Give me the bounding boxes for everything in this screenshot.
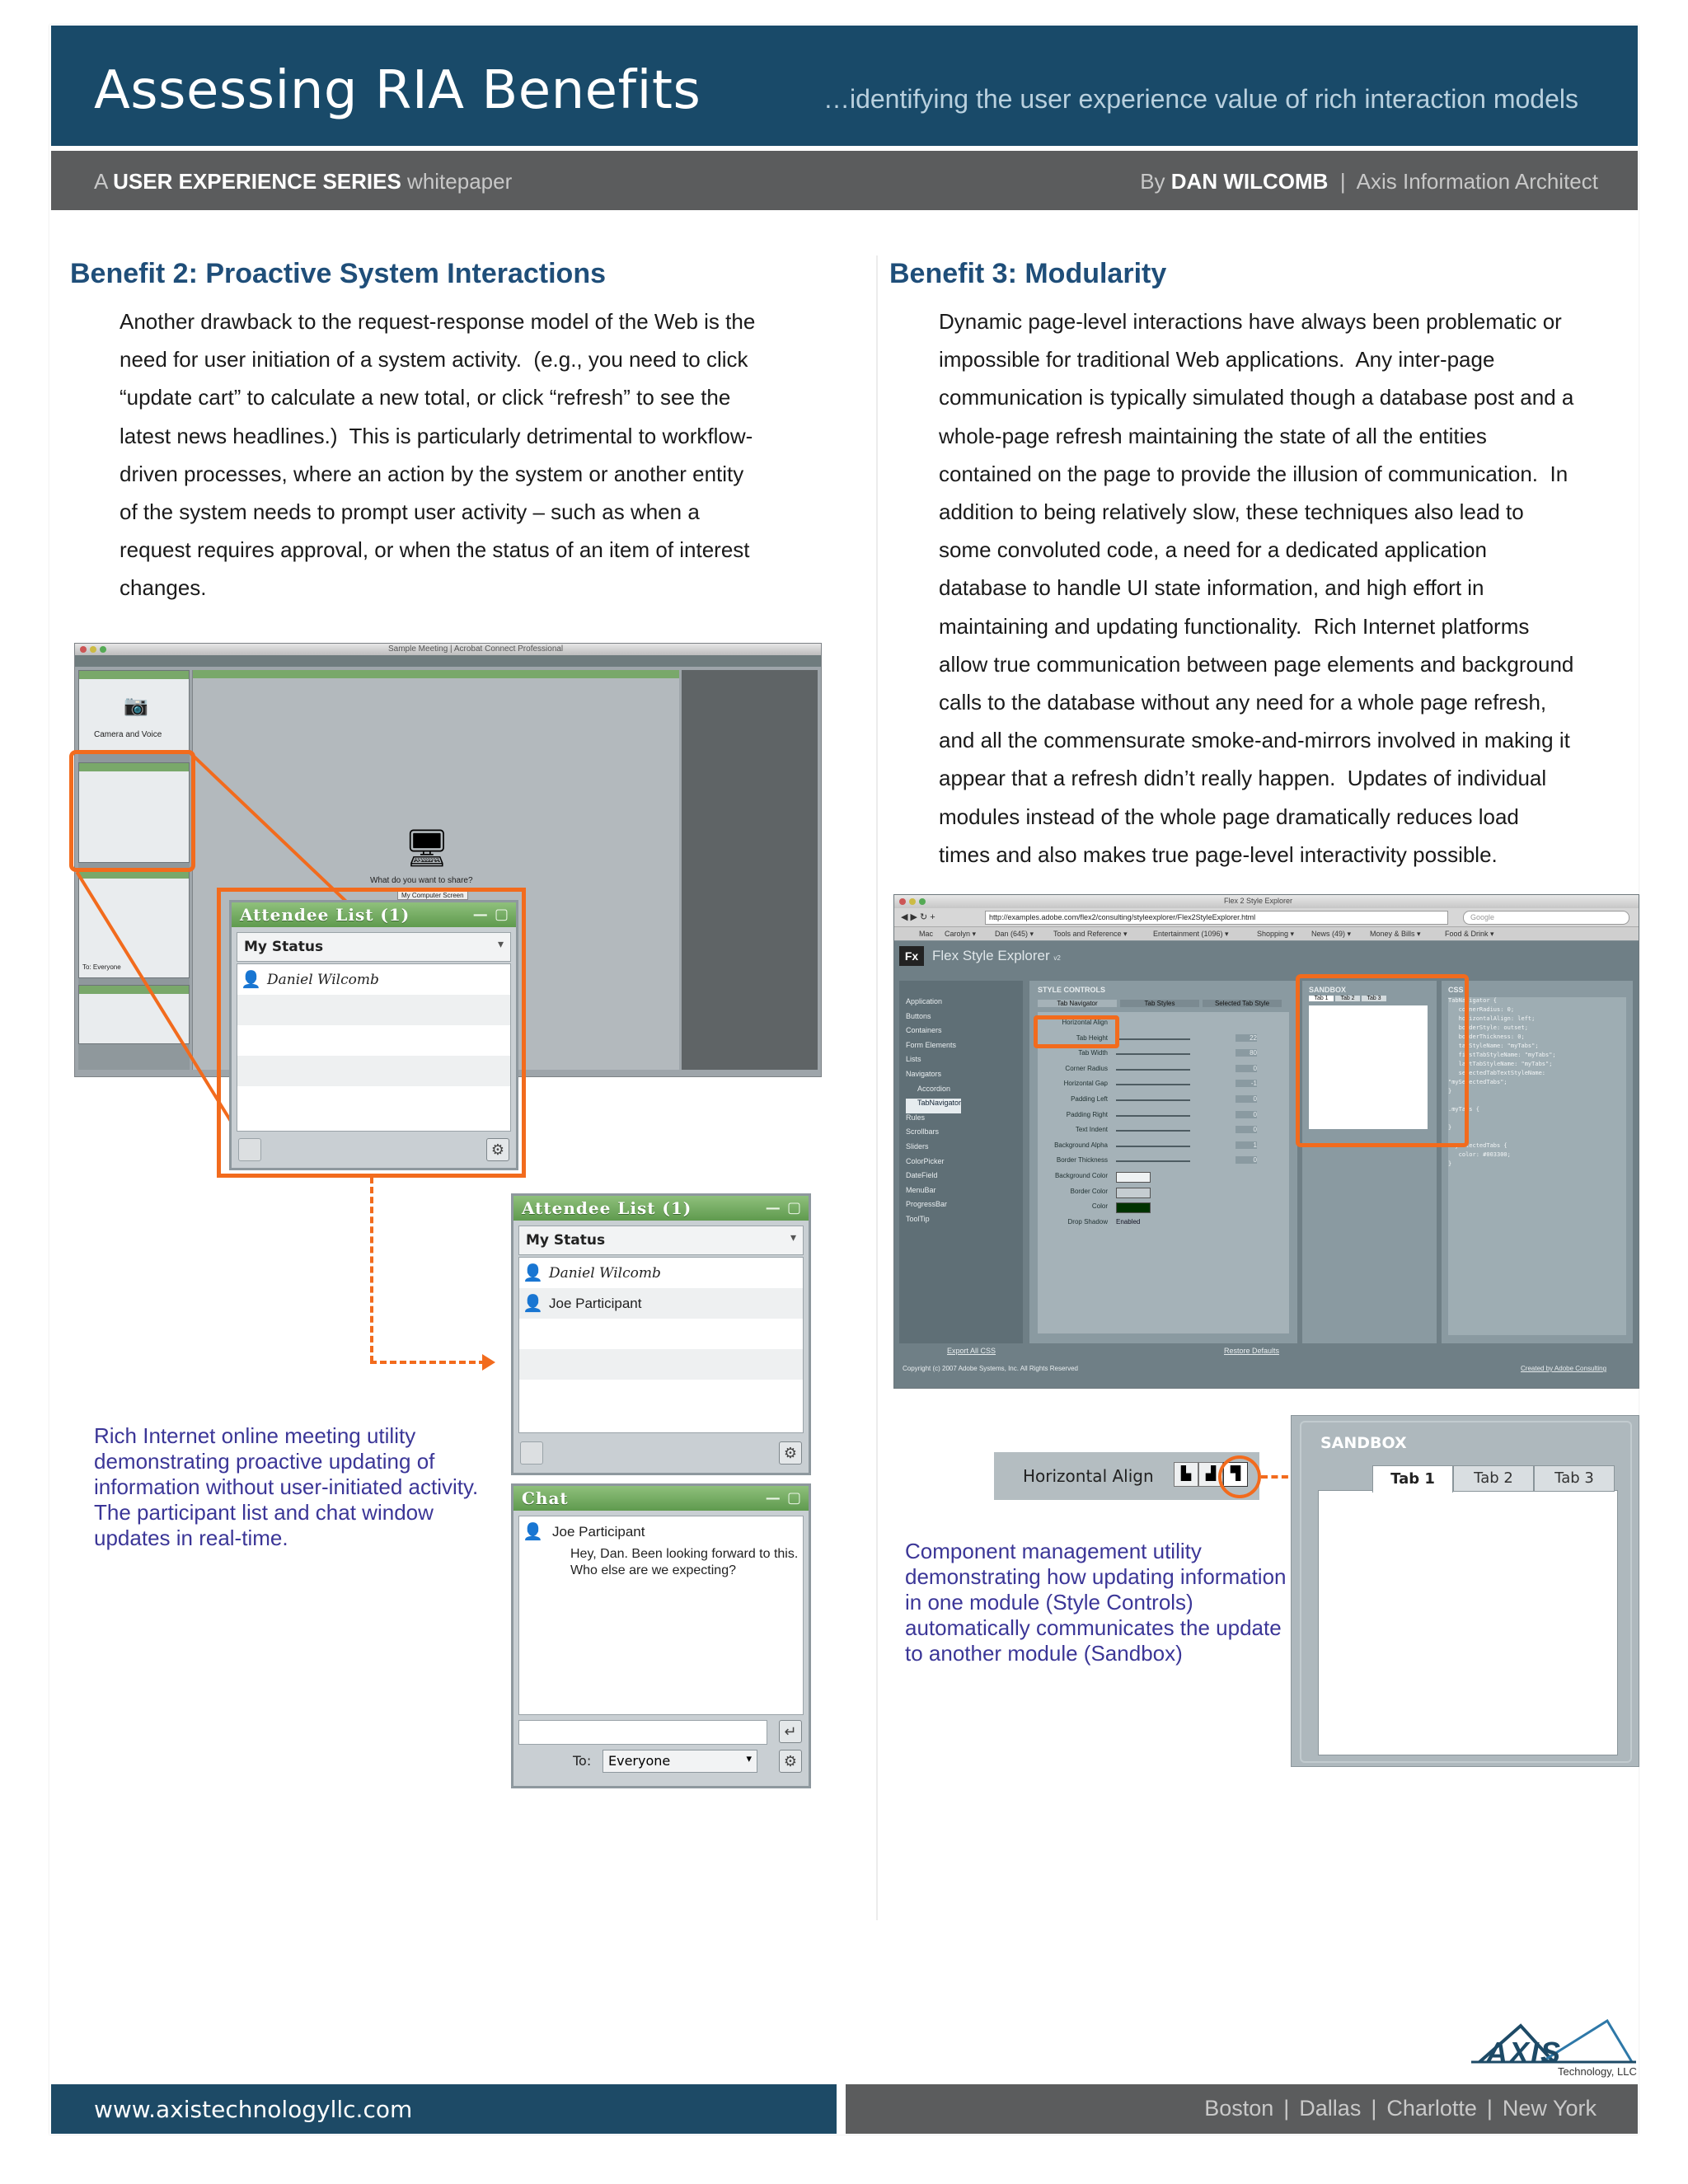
chat-title: Chat xyxy=(522,1488,569,1508)
paragraph-line: modules instead of the whole page dramatically reduces load xyxy=(939,804,1519,829)
window-titlebar: Flex 2 Style Explorer xyxy=(894,895,1639,908)
attendee-rows xyxy=(518,1257,804,1433)
tree-item[interactable]: Containers xyxy=(906,1026,942,1035)
zoom-dot-icon xyxy=(919,898,926,905)
chat-panel: Chat — ▢ 👤 Joe Participant Hey, Dan. Been looking forward to this. Who else are we expecting? ↵ To: Everyone ▾ ⚙ xyxy=(511,1483,811,1788)
paragraph-line: Another drawback to the request-response model of the Web is the xyxy=(120,309,756,334)
css-line: } xyxy=(1448,1124,1452,1131)
camera-pod: 📷 Camera and Voice xyxy=(78,670,190,754)
css-line: } xyxy=(1448,1088,1452,1094)
footer-website-bar xyxy=(51,2084,837,2134)
color-swatch[interactable] xyxy=(1116,1188,1151,1198)
sandbox-panel: SANDBOX Tab 1 Tab 2 Tab 3 xyxy=(1302,981,1437,1343)
control-label: Tab Height xyxy=(1076,1033,1108,1042)
benefit2-body xyxy=(120,302,755,607)
participant-user-icon: 👤 xyxy=(523,1295,543,1313)
slider[interactable] xyxy=(1116,1038,1190,1040)
tree-item[interactable]: Application xyxy=(906,997,943,1005)
attendee-list-zoom xyxy=(229,900,518,1170)
attendee-rows xyxy=(237,963,511,1132)
flex-logo-icon: Fx xyxy=(899,946,924,966)
css-line: borderStyle: outset; xyxy=(1448,1024,1528,1031)
pod-footer-button[interactable] xyxy=(520,1441,543,1465)
css-line: borderThickness: 0; xyxy=(1448,1033,1525,1040)
sandbox-zoom: SANDBOX Tab 1 Tab 2 Tab 3 xyxy=(1291,1415,1639,1767)
highlight-circle xyxy=(1218,1455,1261,1498)
menu-bar xyxy=(75,655,821,667)
control-label: Tab Width xyxy=(1078,1049,1108,1057)
highlight-horizontal-align xyxy=(1034,1015,1119,1048)
host-user-icon: 👤 xyxy=(241,971,261,989)
paragraph-line: times and also makes true page-level interactivity possible. xyxy=(939,841,1498,867)
paragraph-line: of the system needs to prompt user activity – such as when a xyxy=(120,499,700,525)
dashed-arrow-horizontal xyxy=(370,1361,485,1364)
paragraph-line: maintaining and updating functionality. Rich Internet platforms xyxy=(939,613,1530,639)
notes-pod-small: To: Everyone xyxy=(78,869,190,978)
benefit2-heading: Benefit 2: Proactive System Interactions xyxy=(70,258,607,289)
slider[interactable] xyxy=(1116,1084,1190,1085)
tree-item[interactable]: ToolTip xyxy=(906,1214,930,1223)
tab-1[interactable]: Tab 1 xyxy=(1372,1465,1453,1493)
control-value[interactable]: 22 xyxy=(1236,1034,1257,1042)
camera-icon: 📷 xyxy=(124,695,148,717)
author-line: By DAN WILCOMB | Axis Information Architect xyxy=(1140,169,1598,194)
bookmark-item[interactable]: Carolyn ▾ xyxy=(945,930,977,938)
tree-item[interactable]: Form Elements xyxy=(906,1040,957,1049)
horizontal-align-zoom: Horizontal Align ▙ ▟ ▜ xyxy=(994,1452,1259,1500)
tree-item[interactable]: Buttons xyxy=(906,1011,931,1020)
sandbox-content xyxy=(1318,1490,1618,1755)
gear-icon[interactable]: ⚙ xyxy=(779,1750,802,1773)
control-label: Padding Left xyxy=(1071,1095,1108,1103)
css-line: lastTabStyleName: "myTabs"; xyxy=(1448,1061,1553,1067)
sandbox-tab[interactable]: Tab 3 xyxy=(1362,996,1386,1001)
gear-icon[interactable]: ⚙ xyxy=(779,1441,802,1465)
control-label: Border Color xyxy=(1070,1187,1108,1195)
css-line xyxy=(1448,1133,1626,1142)
css-line: tabStyleName: "myTabs"; xyxy=(1448,1043,1539,1049)
style-tab[interactable]: Tab Styles xyxy=(1120,1000,1199,1007)
benefit3-body xyxy=(939,302,1573,874)
paragraph-line: latest news headlines.) This is particularly detrimental to workflow- xyxy=(120,423,753,448)
control-label: Background Color xyxy=(1054,1172,1108,1179)
city-separator: | xyxy=(1283,2096,1290,2121)
css-line: selectedTabTextStyleName: xyxy=(1448,1070,1546,1076)
paragraph-line: request requires approval, or when the status of an item of interest xyxy=(120,537,750,563)
chevron-down-icon: ▾ xyxy=(746,1753,752,1765)
paragraph-line: calls to the database without any need for a whole page refresh, xyxy=(939,690,1547,715)
chat-log xyxy=(518,1516,804,1715)
control-value[interactable]: 0 xyxy=(1236,1065,1257,1072)
tree-item[interactable]: Lists xyxy=(906,1055,921,1064)
search-input[interactable]: Google xyxy=(1463,911,1629,925)
control-label: Drop Shadow xyxy=(1067,1217,1108,1226)
city-name: Dallas xyxy=(1299,2096,1362,2121)
slider[interactable] xyxy=(1116,1146,1190,1147)
footer-cities-bar xyxy=(846,2084,1638,2134)
chevron-down-icon: ▾ xyxy=(497,938,504,951)
align-right-icon[interactable]: ▜ xyxy=(1223,1462,1248,1487)
css-line: firstTabStyleName: "myTabs"; xyxy=(1448,1052,1556,1058)
my-status-dropdown[interactable]: My Status ▾ xyxy=(237,932,511,962)
gear-icon[interactable]: ⚙ xyxy=(486,1138,509,1161)
css-line: TabNavigator { xyxy=(1448,997,1498,1004)
css-line: .myTabs { xyxy=(1448,1106,1479,1113)
my-status-dropdown[interactable]: My Status ▾ xyxy=(518,1226,804,1255)
control-value[interactable]: 0 xyxy=(1236,1111,1257,1118)
paragraph-line: allow true communication between page elements and background xyxy=(939,651,1574,677)
paragraph-line: need for user initiation of a system activity. (e.g., you need to click xyxy=(120,347,748,373)
paragraph-line: Dynamic page-level interactions have always been problematic or xyxy=(939,309,1562,334)
sandbox-tab[interactable]: Tab 2 xyxy=(1335,996,1360,1001)
tab-3[interactable]: Tab 3 xyxy=(1534,1465,1615,1492)
minimize-dot-icon xyxy=(90,646,96,653)
export-css-link[interactable]: Export All CSS xyxy=(947,1347,996,1355)
attendee-list-updated xyxy=(511,1193,811,1475)
city-separator: | xyxy=(1486,2096,1493,2121)
tree-item[interactable]: Navigators xyxy=(906,1069,942,1078)
benefit3-heading: Benefit 3: Modularity xyxy=(889,258,1167,289)
css-line xyxy=(1448,1097,1626,1106)
paragraph-line: communication is typically simulated though a database post and a xyxy=(939,385,1574,410)
control-label: Color xyxy=(1091,1202,1108,1211)
pod-window-controls[interactable]: — ▢ xyxy=(765,1489,802,1507)
pod-window-controls[interactable]: — ▢ xyxy=(472,906,509,923)
website-link[interactable]: www.axistechnologyllc.com xyxy=(94,2096,413,2123)
paragraph-line: and all the commensurate smoke-and-mirrors involved in making it xyxy=(939,728,1570,753)
control-value[interactable]: 0 xyxy=(1236,1095,1257,1103)
control-label: Horizontal Gap xyxy=(1063,1080,1108,1088)
bookmark-item[interactable]: Tools and Reference ▾ xyxy=(1053,930,1128,938)
component-tree xyxy=(899,981,1023,1343)
color-swatch[interactable] xyxy=(1116,1172,1151,1183)
list-item[interactable]: 👤 Daniel Wilcomb xyxy=(523,1264,661,1282)
slider[interactable] xyxy=(1116,1160,1190,1162)
city-name: Boston xyxy=(1204,2096,1274,2121)
bookmark-item[interactable]: Shopping ▾ xyxy=(1257,930,1295,938)
tab-2[interactable]: Tab 2 xyxy=(1453,1465,1534,1492)
highlight-small-attendee xyxy=(69,750,195,872)
tree-item[interactable]: MenuBar xyxy=(906,1185,936,1194)
chat-input[interactable] xyxy=(518,1720,767,1745)
bookmarks-bar xyxy=(894,927,1639,940)
browser-toolbar xyxy=(894,908,1639,927)
chat-message: Hey, Dan. Been looking forward to this. Who else are we expecting? xyxy=(570,1547,799,1577)
author-role: Axis Information Architect xyxy=(1356,169,1598,194)
page-title: Assessing RIA Benefits xyxy=(94,60,701,121)
axis-logo xyxy=(1463,2014,1640,2080)
paragraph-line: changes. xyxy=(120,575,207,601)
paragraph-line: database to handle UI state information, and high effort in xyxy=(939,575,1484,601)
sandbox-tab[interactable]: Tab 1 xyxy=(1309,996,1334,1001)
share-screen-icon: 🖥 xyxy=(404,828,450,869)
series-band xyxy=(51,151,1638,210)
tree-item[interactable]: ProgressBar xyxy=(906,1200,948,1209)
send-icon[interactable]: ↵ xyxy=(779,1720,802,1743)
drop-shadow-checkbox[interactable]: Enabled xyxy=(1116,1217,1141,1226)
close-dot-icon xyxy=(899,898,906,905)
flex-app: Fx Flex Style Explorer v2 Application Buttons Containers Form Elements Lists Navigators Accordion TabNavigator Rules Scrollbars Sliders ColorPicker DateField MenuBar ProgressBar ToolTip STYLE CONTROLS Tab Navigator Tab Styles Selected Tab Style Horizontal Align Tab Height 22 Tab Width 80 Corner Radius 0 Horizontal Gap -1 Padding Left 0 Padding Right 0 Text Indent 0 Background Alpha 1 Border Thickness 0 Background Color Border Color Color Drop Shadow Enabled SANDBOX Tab 1 Tab 2 Tab 3 CSS TabNavigator { cornerRadius: 0; horizontalAlign: left; borderStyle: outset; borderThickness: 0; tabStyleName: "myTabs"; firstTabStyleName: "myTabs"; lastTabStyleName: "myTabs"; selectedTabTextStyleName: "mySelectedTabs"; } .myTabs { } .mySelectedTabs { color: #003300; } Export All CSS Restore Defaults Copyright (c) 2007 Adobe Systems, Inc. All Rights Reserved Created by Adobe Consulting xyxy=(894,941,1639,1388)
slider[interactable] xyxy=(1116,1069,1190,1071)
color-swatch[interactable] xyxy=(1116,1202,1151,1213)
align-center-icon[interactable]: ▟ xyxy=(1198,1462,1223,1487)
tree-item[interactable]: DateField xyxy=(906,1171,938,1180)
style-explorer-screenshot xyxy=(893,894,1639,1389)
css-line: } xyxy=(1448,1160,1452,1167)
control-value[interactable]: -1 xyxy=(1236,1080,1257,1087)
style-controls-panel: STYLE CONTROLS Tab Navigator Tab Styles Selected Tab Style Horizontal Align Tab Height 22 Tab Width 80 Corner Radius 0 Horizontal Gap -1 Padding Left 0 Padding Right 0 Text Indent 0 Background Alpha 1 Border Thickness 0 Background Color Border Color Color Drop Shadow Enabled xyxy=(1029,981,1297,1343)
paragraph-line: some convoluted code, a need for a dedicated application xyxy=(939,537,1487,563)
arrow-head-icon xyxy=(482,1354,495,1371)
modularity-caption: Component management utility demonstrating how updating information in one module (Style Controls) automatically communicates the update to another module (Sandbox) xyxy=(905,1539,1287,1666)
author-name: DAN WILCOMB xyxy=(1170,169,1329,194)
attendee-list-title: Attendee List (1) xyxy=(522,1198,692,1218)
city-name: New York xyxy=(1502,2096,1597,2121)
attendee-list-title: Attendee List (1) xyxy=(240,905,410,925)
paragraph-line: impossible for traditional Web applications. Any inter-page xyxy=(939,347,1495,373)
control-label: Background Alpha xyxy=(1054,1141,1108,1149)
highlight-sandbox xyxy=(1296,974,1469,1147)
slider[interactable] xyxy=(1116,1099,1190,1101)
control-value[interactable]: 1 xyxy=(1236,1141,1257,1149)
dashed-arrow-vertical xyxy=(370,1177,373,1362)
city-name: Charlotte xyxy=(1386,2096,1477,2121)
style-tab[interactable]: Selected Tab Style xyxy=(1203,1000,1282,1007)
host-user-icon: 👤 xyxy=(523,1264,543,1282)
bookmark-item[interactable]: Money & Bills ▾ xyxy=(1370,930,1421,938)
paragraph-line: contained on the page to provide the illusion of communication. In xyxy=(939,461,1568,486)
minimize-dot-icon xyxy=(909,898,916,905)
css-line: cornerRadius: 0; xyxy=(1448,1006,1515,1013)
control-value[interactable]: 0 xyxy=(1236,1156,1257,1164)
bookmark-item[interactable]: Food & Drink ▾ xyxy=(1445,930,1494,938)
tree-item[interactable]: Rules xyxy=(906,1113,926,1122)
paragraph-line: “update cart” to calculate a new total, or click “refresh” to see the xyxy=(120,385,731,410)
slider[interactable] xyxy=(1116,1130,1190,1132)
column-divider xyxy=(876,255,878,1920)
bookmark-item[interactable]: Entertainment (1096) ▾ xyxy=(1153,930,1229,938)
tree-item[interactable]: TabNavigator xyxy=(906,1099,961,1113)
control-value[interactable]: 80 xyxy=(1236,1049,1257,1057)
logo-subtitle: Technology, LLC xyxy=(1558,2065,1637,2078)
control-label: Border Thickness xyxy=(1056,1156,1108,1165)
dark-stage xyxy=(682,670,818,1070)
control-label: Text Indent xyxy=(1075,1126,1108,1134)
city-separator: | xyxy=(1371,2096,1377,2121)
control-value[interactable]: 0 xyxy=(1236,1126,1257,1133)
paragraph-line: appear that a refresh didn’t really happen. Updates of individual xyxy=(939,766,1547,791)
css-line: .mySelectedTabs { xyxy=(1448,1142,1507,1149)
css-line: horizontalAlign: left; xyxy=(1448,1015,1536,1022)
chat-recipient-select[interactable]: Everyone ▾ xyxy=(603,1750,757,1773)
tree-item[interactable]: Sliders xyxy=(906,1141,929,1151)
close-dot-icon xyxy=(80,646,87,653)
slider[interactable] xyxy=(1116,1053,1190,1055)
slider[interactable] xyxy=(1116,1115,1190,1117)
control-label: Corner Radius xyxy=(1065,1064,1108,1072)
css-line: color: #003300; xyxy=(1448,1151,1511,1158)
app-title: Flex Style Explorer xyxy=(932,948,1050,963)
control-label: Padding Right xyxy=(1066,1110,1108,1118)
bookmark-item[interactable]: News (49) ▾ xyxy=(1311,930,1352,938)
tree-item[interactable]: Scrollbars xyxy=(906,1127,940,1137)
address-bar[interactable]: http://examples.adobe.com/flex2/consulting/styleexplorer/Flex2StyleExplorer.html xyxy=(985,911,1448,925)
paragraph-line: driven processes, where an action by the system or another entity xyxy=(120,461,744,486)
chevron-down-icon: ▾ xyxy=(790,1231,796,1244)
css-line xyxy=(1448,1115,1626,1124)
chat-pod-small xyxy=(78,985,190,1044)
share-button[interactable]: My Computer Screen xyxy=(397,891,468,900)
bookmark-item[interactable]: Dan (645) ▾ xyxy=(995,930,1034,938)
paragraph-line: whole-page refresh maintaining the state of all the entities xyxy=(939,423,1487,448)
tree-item[interactable]: ColorPicker xyxy=(906,1156,945,1165)
nav-buttons[interactable]: ◀ ▶ ↻ + xyxy=(901,912,935,922)
logo-wordmark: AXIS xyxy=(1486,2036,1563,2069)
office-cities xyxy=(1204,2096,1597,2121)
css-code xyxy=(1448,997,1626,1335)
page-tagline: …identifying the user experience value of rich interaction models xyxy=(823,84,1578,114)
window-titlebar: Sample Meeting | Acrobat Connect Professional xyxy=(75,644,821,655)
paragraph-line: addition to being relatively slow, these techniques also lead to xyxy=(939,499,1524,525)
zoom-dot-icon xyxy=(100,646,106,653)
style-tab[interactable]: Tab Navigator xyxy=(1038,1000,1117,1007)
share-pod: 🖥 What do you want to share? My Computer Screen xyxy=(192,670,679,1070)
align-left-icon[interactable]: ▙ xyxy=(1174,1462,1198,1487)
bookmark-item[interactable]: Mac xyxy=(919,930,934,938)
control-label: Horizontal Align xyxy=(1062,1019,1108,1026)
css-line: "mySelectedTabs"; xyxy=(1448,1079,1507,1085)
meeting-caption: Rich Internet online meeting utility demonstrating proactive updating of information without user-initiated activity. The participant list and chat window updates in real-time. xyxy=(94,1423,479,1550)
list-item[interactable]: 👤 Joe Participant xyxy=(519,1288,803,1319)
pod-window-controls[interactable]: — ▢ xyxy=(765,1199,802,1216)
css-panel: CSS TabNavigator { cornerRadius: 0; horizontalAlign: left; borderStyle: outset; borderThickness: 0; tabStyleName: "myTabs"; firstTabStyleName: "myTabs"; lastTabStyleName: "myTabs"; selectedTabTextStyleName: "mySelectedTabs"; } .myTabs { } .mySelectedTabs { color: #003300; } xyxy=(1442,981,1633,1343)
chat-sender: Joe Participant xyxy=(552,1524,645,1540)
list-item[interactable]: 👤 Daniel Wilcomb xyxy=(241,971,379,989)
participant-user-icon: 👤 xyxy=(523,1523,543,1541)
pod-footer-button[interactable] xyxy=(238,1138,261,1161)
title-banner xyxy=(51,26,1638,146)
tree-item[interactable]: Accordion xyxy=(917,1084,951,1093)
restore-defaults-link[interactable]: Restore Defaults xyxy=(1224,1347,1280,1355)
series-label: A USER EXPERIENCE SERIES whitepaper xyxy=(94,169,513,194)
